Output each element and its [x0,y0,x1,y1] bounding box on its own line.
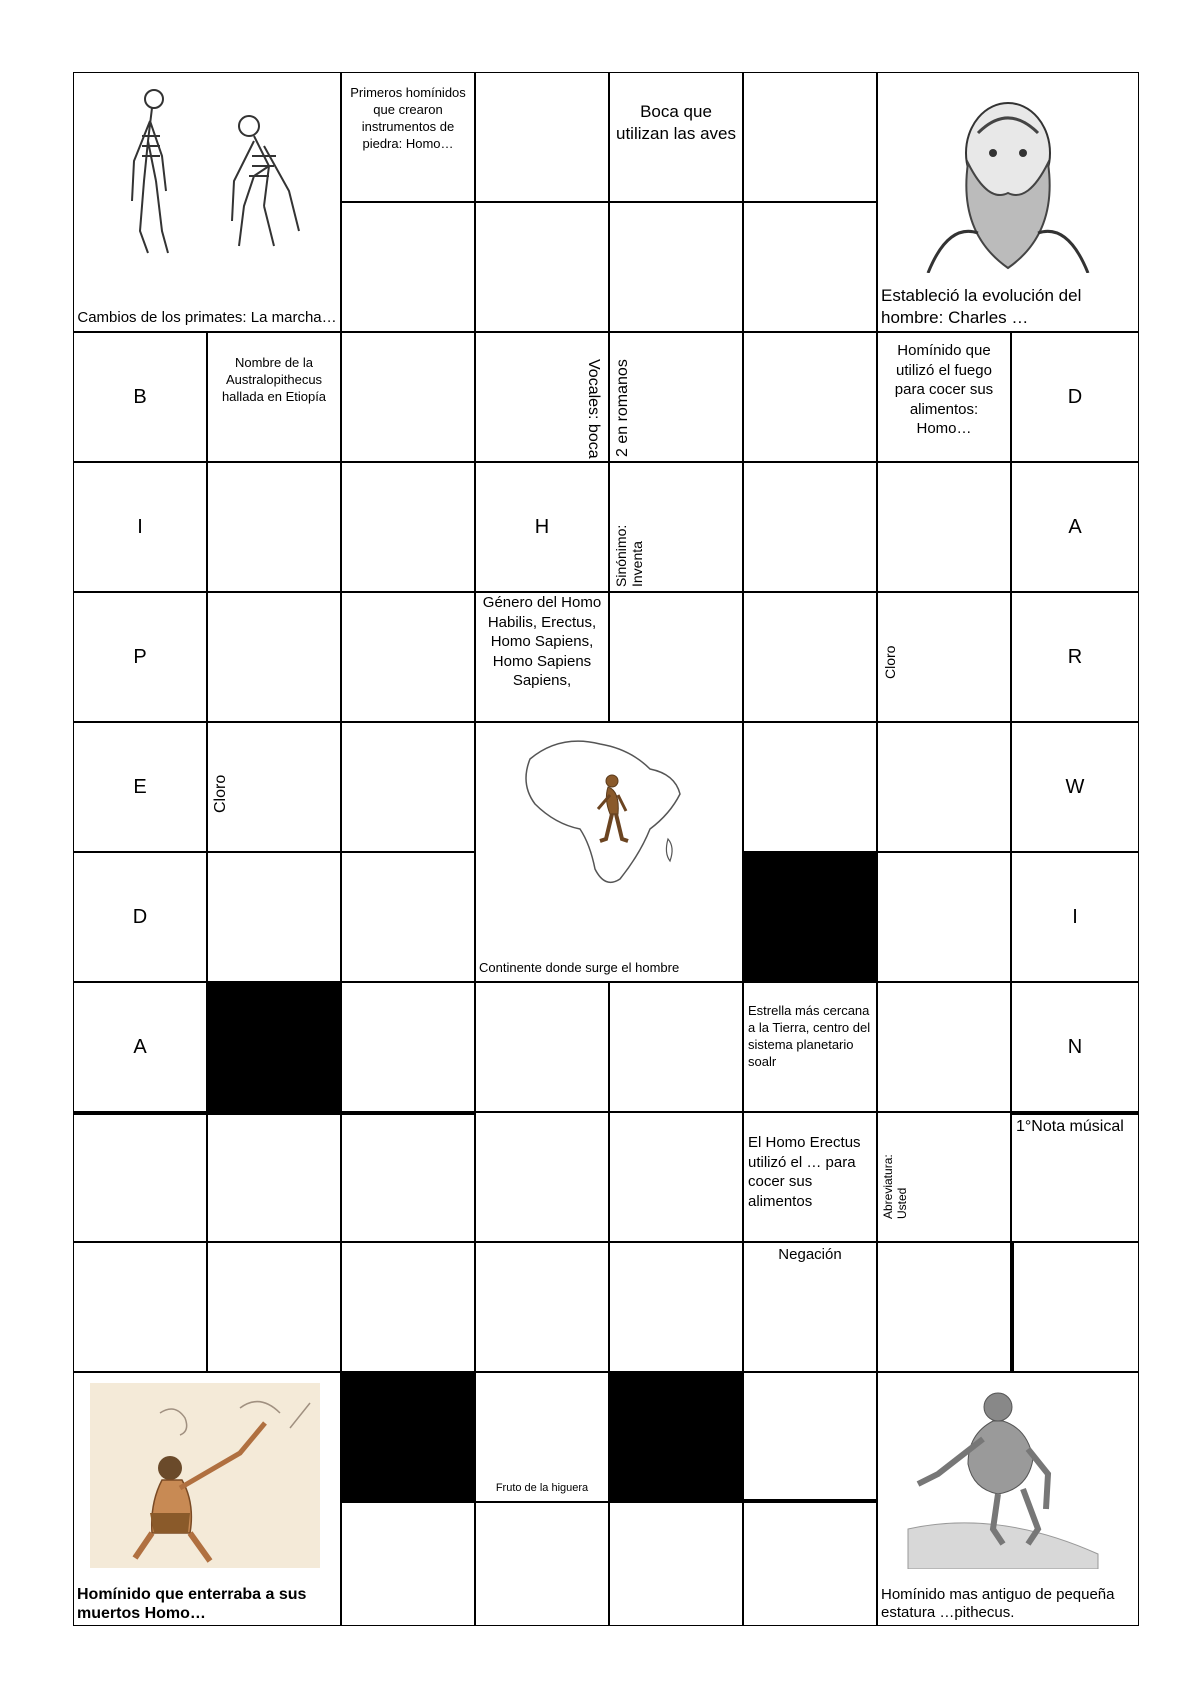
clue-cell-fruto: Fruto de la higuera [475,1372,609,1502]
letter-cell[interactable]: W [1011,722,1139,852]
clue-cell-estrella: Estrella más cercana a la Tierra, centro del sistema planetario soalr [743,982,877,1112]
clue-cell-abreviatura: Abreviatura: Usted [877,1112,1011,1242]
black-cell [609,1372,743,1502]
clue-cell-cloro: Cloro [207,722,341,852]
letter-cell[interactable]: B [73,332,207,462]
clue-cell-habilis: Primeros homínidos que crearon instrumentos de piedra: Homo… [341,72,475,202]
cell[interactable] [877,462,1011,592]
black-cell [207,982,341,1112]
letter-cell[interactable]: A [1011,462,1139,592]
clue-darwin: Estableció la evolución del hombre: Charles … [881,285,1082,327]
clue-marcha: Cambios de los primates: La marcha… [77,308,337,326]
cell[interactable] [609,592,743,722]
cell[interactable] [341,332,475,462]
cell[interactable] [207,1112,341,1242]
cell[interactable] [743,202,877,332]
cell[interactable] [73,1242,207,1372]
clue-cell-nota: 1°Nota músical [1011,1112,1139,1242]
cell[interactable] [475,982,609,1112]
clue-cell-fuego: El Homo Erectus utilizó el … para cocer sus alimentos [743,1112,877,1242]
cell[interactable] [73,1112,207,1242]
cell[interactable] [341,1242,475,1372]
image-cell-darwin [877,72,1139,332]
cell[interactable] [475,1502,609,1626]
cell[interactable] [475,1242,609,1372]
cell[interactable] [609,1112,743,1242]
cell[interactable] [743,332,877,462]
cell[interactable] [341,852,475,982]
letter-cell[interactable]: N [1011,982,1139,1112]
cell[interactable] [341,462,475,592]
cell[interactable] [743,1502,877,1626]
cell[interactable] [743,722,877,852]
image-cell-cave-painter [73,1372,341,1626]
cell[interactable] [877,722,1011,852]
cell[interactable] [877,852,1011,982]
clue-neandertal: Homínido que enterraba a sus muertos Homo… [77,1585,307,1622]
cell[interactable] [743,1372,877,1502]
letter-cell[interactable]: D [1011,332,1139,462]
letter-cell[interactable]: D [73,852,207,982]
cell[interactable] [341,1112,475,1242]
clue-cell-genero: Género del Homo Habilis, Erectus, Homo Sapiens, Homo Sapiens Sapiens, [475,592,609,722]
clue-cell-boca-aves: Boca que utilizan las aves [609,72,743,202]
image-cell-africa [475,722,743,982]
letter-cell[interactable]: I [1011,852,1139,982]
cell[interactable] [341,592,475,722]
letter-cell[interactable]: P [73,592,207,722]
cell[interactable] [877,1242,1011,1372]
clue-cell-erectus: Homínido que utilizó el fuego para cocer sus alimentos: Homo… [877,332,1011,462]
cell[interactable] [609,202,743,332]
letter-cell[interactable]: A [73,982,207,1112]
cell[interactable] [743,592,877,722]
clue-cell-negacion: Negación [743,1242,877,1372]
cell[interactable] [207,1242,341,1372]
clue-cell-dos-romanos: 2 en romanos [609,332,743,462]
cell[interactable] [743,72,877,202]
letter-cell[interactable]: I [73,462,207,592]
clue-australo: Homínido mas antiguo de pequeña estatura …pithecus. [881,1585,1115,1622]
crossword-grid [73,72,1139,1626]
cell[interactable] [609,1242,743,1372]
image-cell-australopithecus [877,1372,1139,1626]
cell[interactable] [207,462,341,592]
letter-cell[interactable]: R [1011,592,1139,722]
clue-cell-vocales-boca: Vocales: boca [475,332,609,462]
letter-cell[interactable]: E [73,722,207,852]
cell[interactable] [341,722,475,852]
cell[interactable] [743,462,877,592]
cell[interactable] [207,592,341,722]
cell[interactable] [475,202,609,332]
letter-cell[interactable]: H [475,462,609,592]
cell[interactable] [609,1502,743,1626]
cell[interactable] [475,72,609,202]
clue-cell-sinonimo: Sinónimo: Inventa [609,462,743,592]
cell[interactable] [341,202,475,332]
black-cell [743,852,877,982]
cell[interactable] [475,1112,609,1242]
image-cell-skeletons [73,72,341,332]
clue-cell-lucy: Nombre de la Australopithecus hallada en Etiopía [207,332,341,462]
clue-continente: Continente donde surge el hombre [479,960,680,976]
cell[interactable] [207,852,341,982]
cell[interactable] [341,982,475,1112]
cell[interactable] [609,982,743,1112]
cell[interactable] [877,982,1011,1112]
cell[interactable] [341,1502,475,1626]
cell[interactable] [1011,1242,1139,1372]
clue-cell-cloro: Cloro [877,592,1011,722]
black-cell [341,1372,475,1502]
